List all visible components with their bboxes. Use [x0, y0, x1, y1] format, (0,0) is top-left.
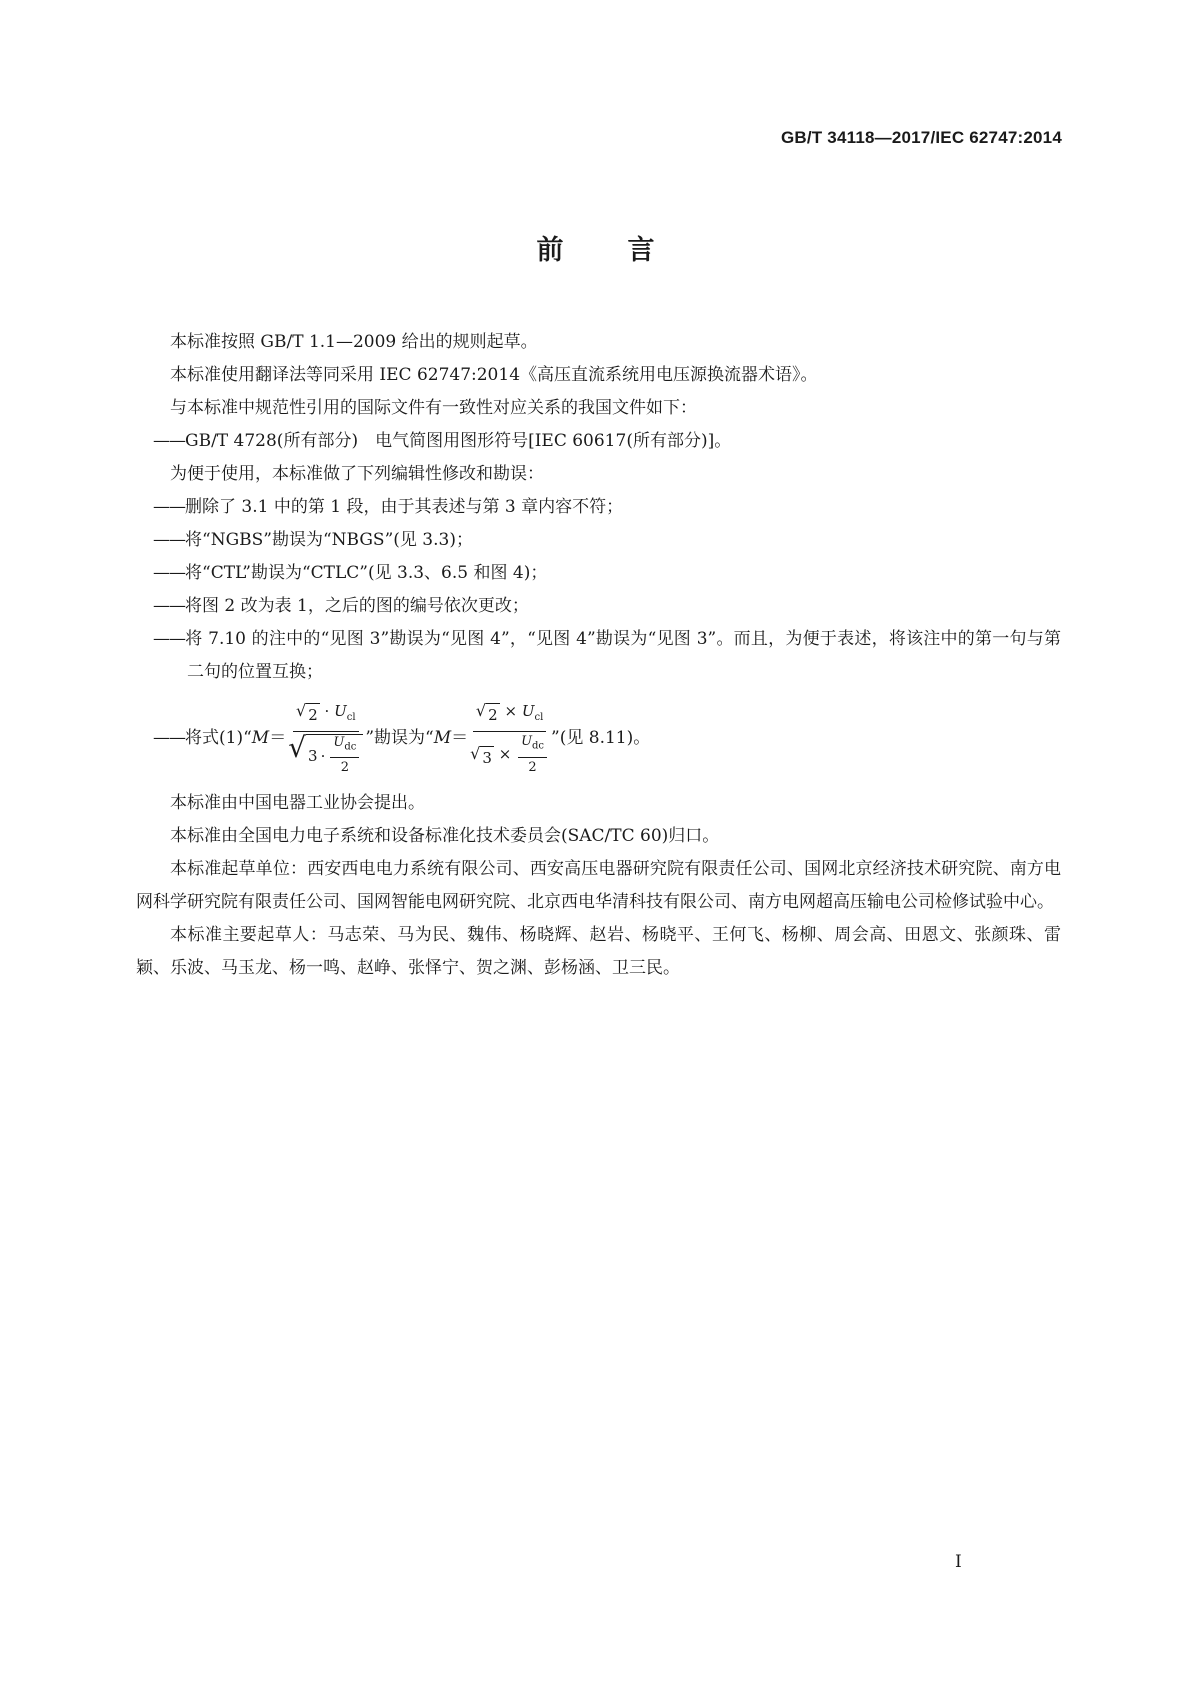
radical-sign: √ — [475, 701, 487, 721]
radical-sign: √ — [296, 700, 307, 720]
paragraph-drafting-rules: 本标准按照 GB/T 1.1—2009 给出的规则起草。 — [170, 332, 538, 352]
title-char-2: 言 — [627, 235, 655, 266]
paragraph-drafting-units: 本标准起草单位：西安西电电力系统有限公司、西安高压电器研究院有限责任公司、国网北京经济技术研究院、南方电网科学研究院有限责任公司、国网智能电网研究院、北京西电华清科技有限公司、南方电网超高压输电公司检修试验中心。 — [136, 859, 1061, 912]
formula-lhs: M — [433, 727, 452, 748]
radical-sign: √ — [288, 730, 307, 764]
formula-correction-item — [136, 689, 1061, 787]
dash-marker: —— — [153, 563, 185, 583]
page-title — [0, 228, 1191, 267]
paragraph-corresponding-docs: 与本标准中规范性引用的国际文件有一致性对应关系的我国文件如下： — [170, 398, 697, 418]
page-number: I — [955, 1552, 962, 1572]
list-item-modification — [136, 524, 1061, 557]
formula-correct-denominator: √ 3 × $\frac{U_{dc}}{2}$ — [470, 732, 549, 776]
formula-wrong — [288, 700, 363, 777]
dash-marker: —— — [153, 727, 185, 748]
list-item-text: 将“NGBS”勘误为“NBGS”(见 3.3)； — [185, 530, 473, 550]
standard-code: GB/T 34118—2017/IEC 62747:2014 — [780, 128, 1062, 147]
paragraph-technical-committee: 本标准由全国电力电子系统和设备标准化技术委员会(SAC/TC 60)归口。 — [170, 826, 720, 846]
dash-marker: —— — [153, 431, 185, 451]
list-item-reference — [136, 425, 1061, 458]
paragraph-adoption: 本标准使用翻译法等同采用 IEC 62747:2014《高压直流系统用电压源换流器术语》。 — [170, 365, 818, 385]
title-char-1: 前 — [536, 235, 564, 266]
formula-inner-fraction: $\frac{U_{dc}}{2}$ — [518, 734, 547, 776]
formula-lhs: M — [251, 727, 270, 748]
formula-wrong-denominator: √ 3 · $\frac{U_{dc}}{2}$ — [288, 732, 363, 777]
formula-suffix: ”(见 8.11)。 — [551, 727, 651, 748]
list-item-text: GB/T 4728(所有部分) 电气简图用图形符号[IEC 60617(所有部分)]。 — [185, 431, 732, 451]
formula-wrong-numerator: √ 2 · $U_{cl}$ — [293, 700, 359, 732]
paragraph-proposer: 本标准由中国电器工业协会提出。 — [170, 793, 425, 813]
list-item-text: 将图 2 改为表 1，之后的图的编号依次更改； — [185, 596, 529, 616]
dash-marker: —— — [153, 530, 185, 550]
formula-equals: ＝ — [451, 727, 469, 748]
formula-inner-fraction: $\frac{U_{dc}}{2}$ — [330, 735, 359, 777]
dash-marker: —— — [153, 596, 185, 616]
list-item-text: 将“CTL”勘误为“CTLC”(见 3.3、6.5 和图 4)； — [185, 563, 548, 583]
foreword-body — [136, 326, 1061, 985]
formula-equals: ＝ — [269, 727, 287, 748]
list-item-modification — [136, 623, 1061, 689]
dash-marker: —— — [153, 629, 185, 649]
formula-correct — [470, 700, 549, 776]
list-item-text: 删除了 3.1 中的第 1 段，由于其表述与第 3 章内容不符； — [185, 497, 624, 517]
radical-sign: √ — [470, 744, 481, 763]
paragraph-drafters: 本标准主要起草人：马志荣、马为民、魏伟、杨晓辉、赵岩、杨晓平、王何飞、杨柳、周会高、田恩文、张颜珠、雷颖、乐波、马玉龙、杨一鸣、赵峥、张怿宁、贺之渊、彭杨涵、卫三民。 — [136, 925, 1061, 978]
list-item-modification — [136, 491, 1061, 524]
list-item-text: 将 7.10 的注中的“见图 3”勘误为“见图 4”，“见图 4”勘误为“见图 3”。而且，为便于表述，将该注中的第一句与第二句的位置互换； — [185, 629, 1061, 682]
formula-correct-numerator: √ 2 × $U_{cl}$ — [473, 700, 546, 732]
formula-middle: ”勘误为“ — [365, 727, 434, 748]
paragraph-modifications-intro: 为便于使用，本标准做了下列编辑性修改和勘误： — [170, 464, 544, 484]
formula-prefix: 将式(1)“ — [185, 727, 252, 748]
dash-marker: —— — [153, 497, 185, 517]
list-item-modification — [136, 590, 1061, 623]
list-item-modification — [136, 557, 1061, 590]
